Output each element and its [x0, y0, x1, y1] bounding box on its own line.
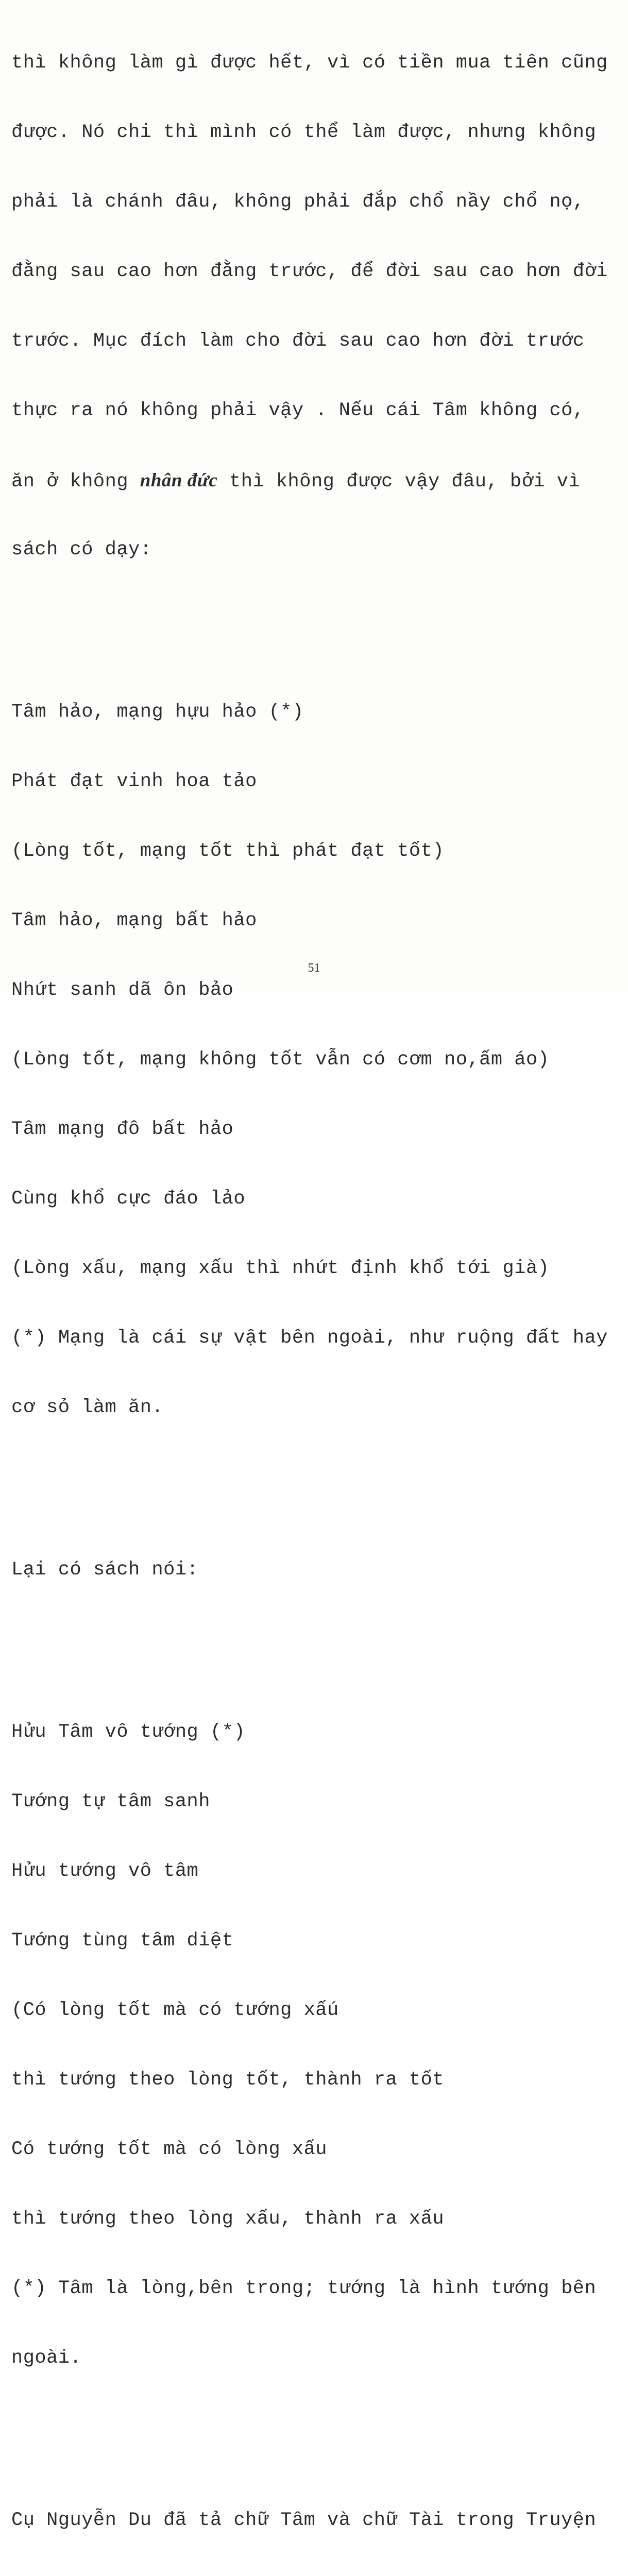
verse-line: Tâm hảo, mạng hựu hảo (*) — [11, 701, 304, 723]
emphasis-text: nhân đức — [140, 470, 218, 491]
text-line: thực ra nó không phải vậy . Nếu cái Tâm không có, — [11, 400, 585, 421]
verse-line: (Lòng tốt, mạng không tốt vẫn có cơm no,ấm áo) — [11, 1049, 550, 1071]
body-text — [11, 5, 624, 2576]
text-line: thì không làm gì được hết, vì có tiền mua tiên cũng — [11, 52, 608, 74]
footnote-line: (*) Tâm là lòng,bên trong; tướng là hình tướng bên — [11, 2278, 597, 2299]
verse-line: (Lòng xấu, mạng xấu thì nhứt định khổ tới già) — [11, 1258, 550, 1279]
verse-line: (Có lòng tốt mà có tướng xấú — [11, 1999, 339, 2021]
verse-line: Phát đạt vinh hoa tảo — [11, 771, 257, 792]
text-line: sách có dạy: — [11, 539, 152, 561]
text-line: được. Nó chi thì mình có thể làm được, nhưng không — [11, 122, 597, 143]
blank-line — [11, 2416, 624, 2439]
text-line: đằng sau cao hơn đằng trước, để đời sau cao hơn đời — [11, 261, 608, 282]
blank-line — [11, 1628, 624, 1651]
verse-line: Hửu tướng vô tâm — [11, 1860, 199, 1882]
footnote-line: (*) Mạng là cái sự vật bên ngoài, như ruộng đất hay — [11, 1327, 608, 1349]
text-segment: thì không được vậy đâu, bởi vì — [217, 471, 581, 493]
text-segment: ăn ở không — [11, 471, 140, 493]
blank-line — [11, 608, 624, 631]
verse-line: Tướng tự tâm sanh — [11, 1791, 210, 1812]
text-line-with-emphasis — [11, 469, 624, 492]
verse-line: (Lòng tốt, mạng tốt thì phát đạt tốt) — [11, 840, 445, 862]
text-line: phải là chánh đâu, không phải đắp chổ nầy chổ nọ, — [11, 191, 585, 213]
text-line: trước. Mục đích làm cho đời sau cao hơn đời trước — [11, 330, 585, 352]
verse-line: Tướng tùng tâm diệt — [11, 1930, 234, 1952]
verse-line: Hửu Tâm vô tướng (*) — [11, 1721, 246, 1743]
verse-line: Tâm mạng đô bất hảo — [11, 1118, 234, 1140]
text-line: Cụ Nguyễn Du đã tả chữ Tâm và chữ Tài trong Truyện — [11, 2510, 597, 2531]
verse-line: thì tướng theo lòng xấu, thành ra xấu — [11, 2208, 445, 2230]
verse-line: thì tướng theo lòng tốt, thành ra tốt — [11, 2069, 445, 2091]
page-number: 51 — [308, 961, 320, 975]
text-line: Lại có sách nói: — [11, 1559, 199, 1581]
verse-line: Có tướng tốt mà có lòng xấu — [11, 2139, 327, 2160]
blank-line — [11, 1466, 624, 1489]
footnote-line: cơ sỏ làm ăn. — [11, 1397, 164, 1418]
verse-line: Cùng khổ cực đáo lảo — [11, 1188, 246, 1210]
footnote-line: ngoài. — [11, 2347, 82, 2369]
verse-line: Nhứt sanh dã ôn bảo — [11, 979, 234, 1001]
verse-line: Tâm hảo, mạng bất hảo — [11, 910, 257, 931]
